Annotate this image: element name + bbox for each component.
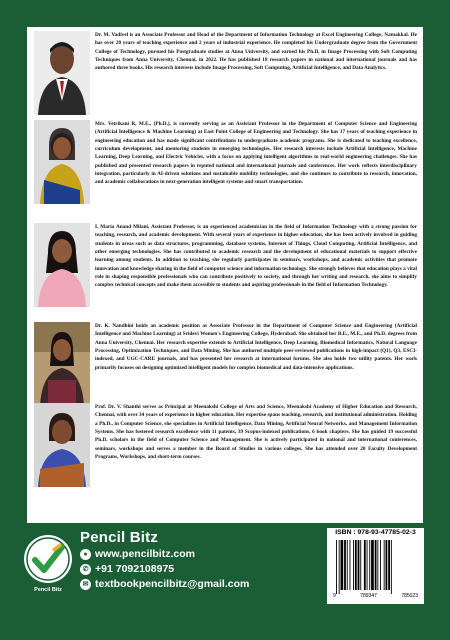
- barcode-bar: [355, 540, 357, 590]
- barcode-digit-group: 789347: [360, 593, 377, 599]
- barcode-bar: [353, 540, 354, 590]
- author-bio-text: Mrs. Vetrikani R, M.E., (Ph.D.), is currently serving as an Assistant Professor in the Department of Computer Science and Engineering (Artificial Intelligence & Machine Learning) at East Point College of Engineering and Technology. She has 17 years of teaching experience in engineering education and has made significant contributions to undergraduate academic programs. She is dedicated to teaching excellence, curriculum development, and mentoring students in emerging technologies. Her research interests include Artificial Intelligence, Machine Learning, Deep Learning, and Electric Vehicles, with a focus on applying intelligent algorithms to real-world engineering challenges. She has published and presented research papers in reputed national and international journals and conferences. Her work reflects interdisciplinary integration, particularly in AI-driven solutions and sustainable mobility technologies, and she continues to contribute to research, innovation, and academic collaborations in next-generation intelligent systems and smart transportation.: [95, 121, 417, 186]
- author-bio-text: Prof. Dr. V. Shanthi serves as Principal at Meenakshi College of Arts and Science, Meenakshi Academy of Higher Education and Research, Chennai, with over 34 years of experience in higher education. Her expertise spans teaching, research, and institutional administration. Holding a Ph.D., in Computer Science, she specializes in Artificial Intelligence, Data Mining, Artificial Neural Networks, and Management Information Systems. She has fostered research excellence with 11 patents, 39 Scopus-indexed publications, 6 book chapters. She has guided 19 successful Ph.D. scholars in the field of Computer Science and Management. She is actively participated in national and international conferences, seminars, workshops and serves a member in the Board of Studies in various colleges. She has attended over 20 Faculty Development Programs, Workshops, and short-term courses.: [95, 404, 417, 461]
- barcode-digits: [333, 593, 418, 599]
- barcode-digit-group: 785023: [401, 593, 418, 599]
- barcode-bar: [384, 540, 385, 590]
- barcode-digit-group: 9: [333, 593, 336, 599]
- publisher-name: Pencil Bitz: [80, 529, 159, 546]
- barcode-bar: [336, 540, 337, 594]
- barcode-bar: [364, 540, 366, 590]
- author-bio-milani: [31, 223, 419, 313]
- barcode-bar: [350, 540, 351, 590]
- barcode-bar: [344, 540, 346, 590]
- publisher-website[interactable]: [80, 548, 195, 560]
- author-bios-panel: [27, 27, 423, 523]
- pencil-check-logo-icon: [22, 533, 74, 595]
- mail-icon: ✉: [80, 579, 91, 590]
- phone-text: +91 7092108975: [95, 563, 175, 575]
- barcode-bar: [388, 540, 390, 590]
- barcode-bar: [347, 540, 348, 590]
- author-bio-vadivel: [31, 31, 419, 121]
- isbn-label: ISBN : 978-93-47785-02-3: [335, 529, 416, 536]
- author-bio-nandhini: [31, 322, 419, 412]
- logo-caption: Pencil Bitz: [34, 587, 62, 593]
- barcode-bar: [341, 540, 344, 590]
- author-bio-vetrikani: [31, 120, 419, 210]
- barcode-bar: [367, 540, 368, 590]
- barcode-bar: [369, 540, 370, 590]
- author-bio-text: Dr. K. Nandhini holds an academic position as Associate Professor in the Department of Computer Science and Engineering (Artificial Intelligence and Machine Learning) at Sridevi Women's Engineering College, Hyderabad. She obtained her B.E., M.E., and Ph.D. degrees from Anna University, Chennai. Her research expertise extends to Artificial Intelligence, Deep Learning, Biomedical Informatics, Natural Language Processing, Optimization Techniques, and Data Mining. She has authored multiple peer-reviewed publications in high-impact (Q1), Q3, ESCI-indexed, and UGC-CARE journals, and has presented her research at international forums. She also holds two utility patents. Her work primarily focuses on designing optimized intelligent models for complex biomedical and data-intensive applications.: [95, 323, 417, 371]
- author-photo: [34, 223, 90, 307]
- barcode-bar: [339, 540, 340, 594]
- publisher-phone[interactable]: [80, 563, 174, 575]
- email-text: textbookpencilbitz@gmail.com: [95, 578, 250, 590]
- barcode-bar: [391, 540, 392, 594]
- barcode-bar: [375, 540, 377, 590]
- author-photo: [34, 31, 90, 115]
- barcode-bar: [360, 540, 361, 590]
- barcode-bar: [371, 540, 374, 590]
- isbn-barcode-box: [327, 528, 424, 604]
- author-bio-text: Dr. M. Vadivel is an Associate Professor and Head of the Department of Information Technology at Excel Engineering College, Namakkal. He has over 20 years of teaching experience and 2 years of industrial experience. He completed his Undergraduate degree from the Government College of Technology, pursued his Postgraduate studies at Anna University, and earned his Ph.D. in Image Processing with Soft Computing Techniques from Anna University, Chennai, in 2022. He has published 18 research papers in national and international journals and has authored three books. His research interests include Image Processing, Soft Computing, Artificial Intelligence, and Data Analytics.: [95, 32, 417, 72]
- barcode-bar: [380, 540, 381, 590]
- author-photo: [34, 120, 90, 204]
- phone-icon: ✆: [80, 564, 91, 575]
- barcode-bar: [358, 540, 360, 590]
- website-text: www.pencilbitz.com: [95, 548, 195, 560]
- barcode-bar: [377, 540, 378, 590]
- author-bio-shanthi: [31, 403, 419, 493]
- barcode-bar: [386, 540, 388, 590]
- globe-icon: ●: [80, 549, 91, 560]
- author-photo: [34, 322, 90, 406]
- publisher-email[interactable]: [80, 578, 249, 590]
- barcode-icon: [335, 540, 417, 594]
- author-photo: [34, 403, 90, 487]
- author-bio-text: I. Maria Anand Milani, Assistant Professor, is an experienced academician in the field of Information Technology with a strong passion for teaching, research, and academic development. With several years of experience in higher education, she has been actively involved in guiding students in areas such as data structures, programming, database systems, Internet of Things, Cloud Computing, Artificial Intelligence, and other emerging technologies. She has contributed to academic research and the development of educational materials to support effective learning among students. In addition to teaching, she regularly participates in seminars, workshops, and academic activities that promote innovation and knowledge sharing in the field of computer science and information technology. She strongly believes that education plays a vital role in shaping responsible professionals who can contribute positively to society, and through her writing and research, she aims to simplify complex technical concepts and make them accessible to students and aspiring professionals in the field of Information Technology.: [95, 224, 417, 289]
